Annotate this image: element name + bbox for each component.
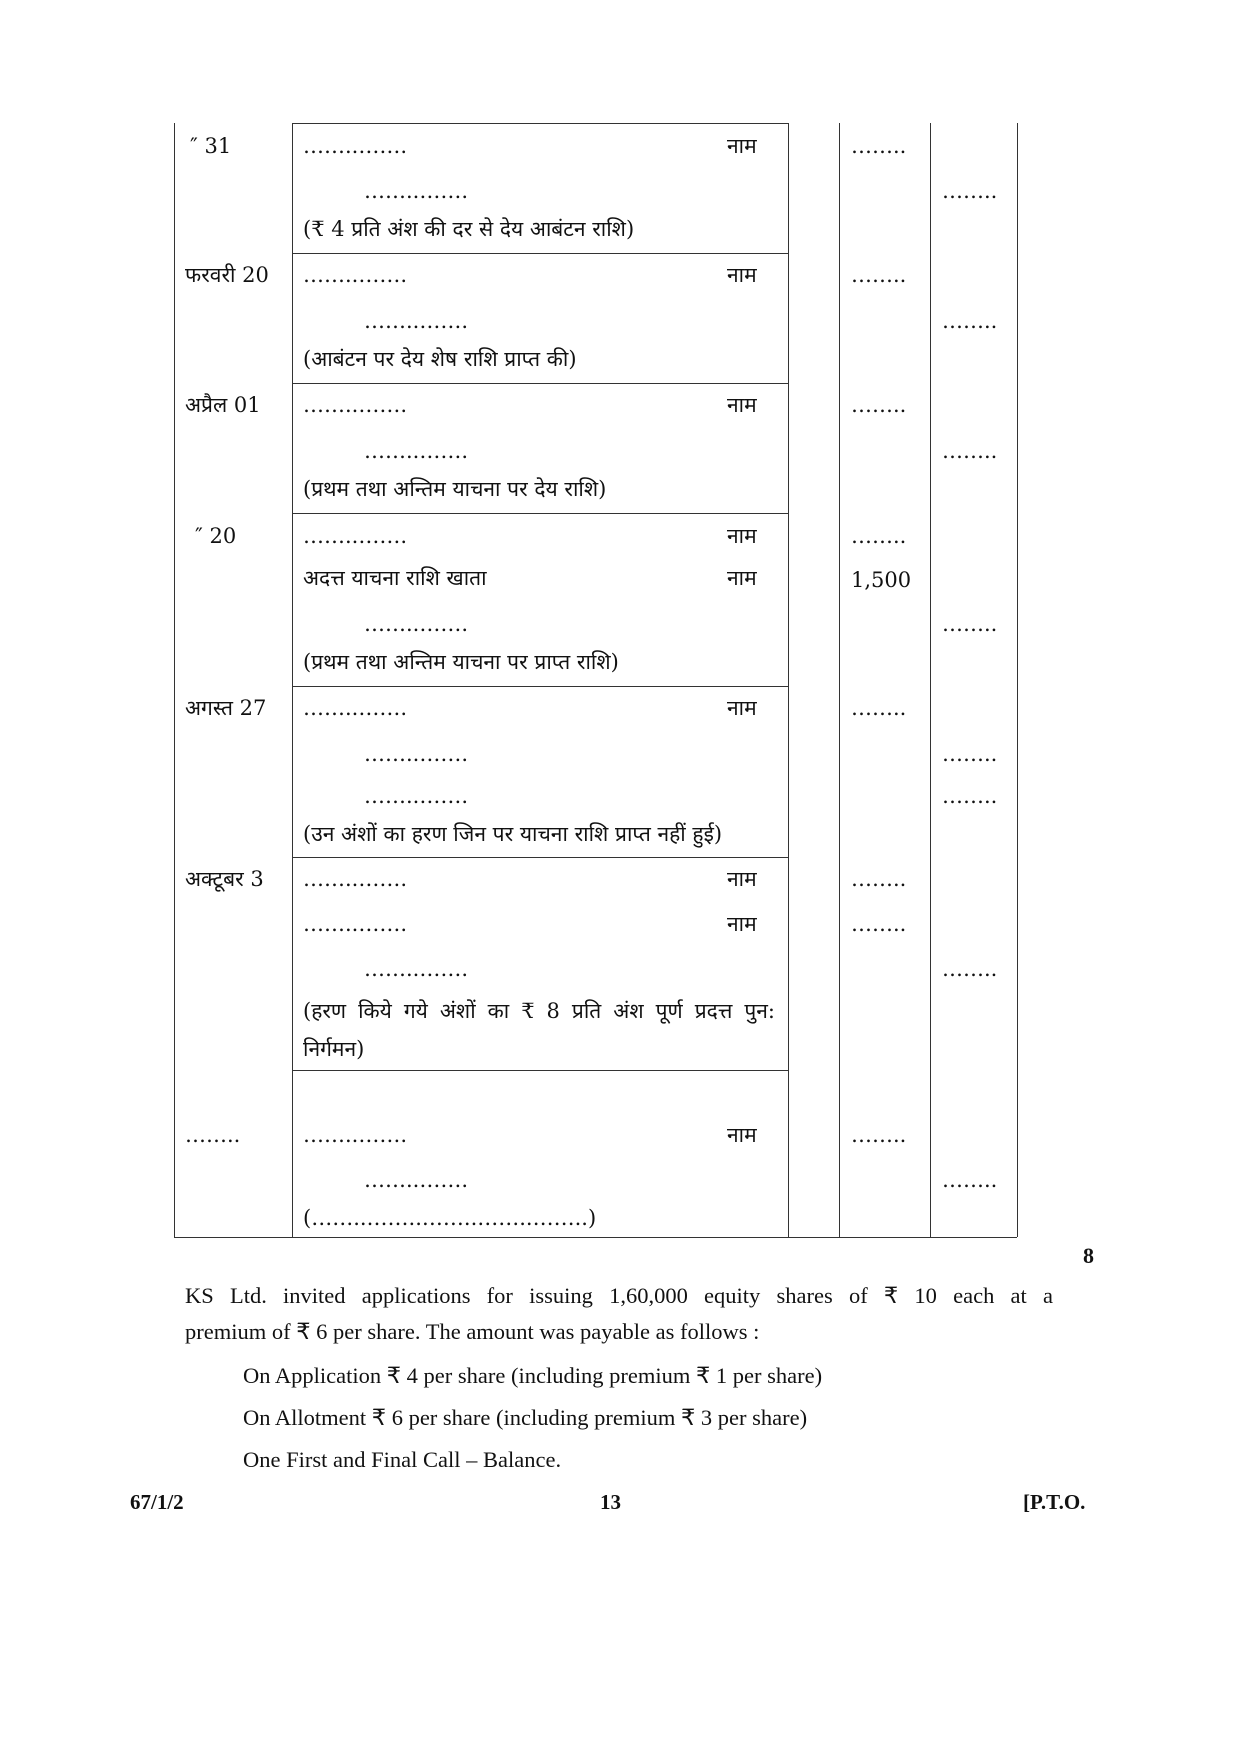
question-line-2: premium of ₹ 6 per share. The amount was payable as follows : — [185, 1319, 760, 1344]
debit-account: ……..……. — [303, 263, 408, 287]
question-line-1: KS Ltd. invited applications for issuing 1,60,000 equity shares of ₹ 10 each at a — [185, 1283, 1053, 1308]
narration: (हरण किये गये अंशों का ₹ 8 प्रति अंश पूर्ण प्रदत्त पुन: — [303, 999, 775, 1023]
narration: (उन अंशों का हरण जिन पर याचना राशि प्राप्त नहीं हुई) — [303, 822, 723, 846]
dr-label: नाम — [727, 524, 757, 548]
entry-date: …….. — [185, 1123, 241, 1147]
table-bottom-rule — [174, 1237, 1017, 1238]
entry-separator — [292, 513, 788, 514]
narration: (आबंटन पर देय शेष राशि प्राप्त की) — [303, 347, 577, 371]
credit-amount: …….. — [942, 309, 998, 333]
entry-date: अप्रैल 01 — [185, 393, 261, 417]
credit-amount: …….. — [942, 742, 998, 766]
dr-label: नाम — [727, 263, 757, 287]
debit-amount: …….. — [851, 524, 907, 548]
credit-amount: …….. — [942, 1168, 998, 1192]
debit-account: ……..……. — [303, 393, 408, 417]
dr-label: नाम — [727, 696, 757, 720]
dr-label: नाम — [727, 912, 757, 936]
entry-date: ″ 31 — [190, 134, 232, 158]
particulars-top-rule — [292, 123, 788, 124]
entry-date: फरवरी 20 — [185, 263, 269, 287]
question-marks: 8 — [1083, 1243, 1094, 1268]
credit-account: ……..……. — [364, 957, 469, 981]
narration: (₹ 4 प्रति अंश की दर से देय आबंटन राशि) — [303, 217, 635, 241]
debit-amount: …….. — [851, 696, 907, 720]
credit-amount: …….. — [942, 179, 998, 203]
dr-label: नाम — [727, 134, 757, 158]
entry-separator — [292, 1070, 788, 1071]
narration: (……..……..……..……..……..) — [303, 1206, 597, 1230]
debit-account: ……..……. — [303, 867, 408, 891]
particulars-right-border — [788, 123, 789, 1237]
debit-account: ……..……. — [303, 912, 408, 936]
narration-continued: निर्गमन) — [303, 1037, 365, 1061]
payment-schedule-item: One First and Final Call – Balance. — [243, 1447, 562, 1472]
payment-schedule-item: On Allotment ₹ 6 per share (including premium ₹ 3 per share) — [243, 1405, 808, 1430]
credit-account: ……..……. — [364, 612, 469, 636]
entry-date: अगस्त 27 — [185, 696, 267, 720]
narration: (प्रथम तथा अन्तिम याचना पर देय राशि) — [303, 477, 607, 501]
credit-account: ……..……. — [364, 439, 469, 463]
narration: (प्रथम तथा अन्तिम याचना पर प्राप्त राशि) — [303, 650, 619, 674]
debit-account: अदत्त याचना राशि खाता — [303, 566, 487, 590]
payment-schedule-item: On Application ₹ 4 per share (including premium ₹ 1 per share) — [243, 1363, 823, 1388]
entry-separator — [292, 857, 788, 858]
debit-amount: …….. — [851, 867, 907, 891]
debit-account: ……..……. — [303, 134, 408, 158]
credit-account: ……..……. — [364, 1168, 469, 1192]
credit-account: ……..……. — [364, 309, 469, 333]
credit-amount: …….. — [942, 439, 998, 463]
pto-marker: [P.T.O. — [1023, 1490, 1086, 1514]
lf-right-border — [839, 123, 840, 1237]
entry-separator — [292, 253, 788, 254]
credit-amount: …….. — [942, 957, 998, 981]
credit-account: ……..……. — [364, 179, 469, 203]
dr-label: नाम — [727, 393, 757, 417]
debit-amount: …….. — [851, 393, 907, 417]
table-left-border — [174, 123, 175, 1237]
entry-separator — [292, 686, 788, 687]
debit-amount: …….. — [851, 263, 907, 287]
dr-label: नाम — [727, 867, 757, 891]
dr-label: नाम — [727, 1123, 757, 1147]
credit-right-border — [1017, 123, 1018, 1237]
credit-amount: …….. — [942, 612, 998, 636]
entry-date: अक्टूबर 3 — [185, 867, 264, 891]
credit-amount: …….. — [942, 784, 998, 808]
dr-label: नाम — [727, 566, 757, 590]
credit-account: ……..……. — [364, 784, 469, 808]
debit-right-border — [930, 123, 931, 1237]
debit-account: ……..……. — [303, 1123, 408, 1147]
entry-separator — [292, 383, 788, 384]
entry-date: ″ 20 — [195, 524, 237, 548]
paper-code: 67/1/2 — [130, 1490, 184, 1514]
debit-amount: 1,500 — [851, 568, 912, 592]
debit-account: ……..……. — [303, 524, 408, 548]
page-number: 13 — [600, 1490, 621, 1514]
debit-amount: …….. — [851, 134, 907, 158]
credit-account: ……..……. — [364, 742, 469, 766]
debit-account: ……..……. — [303, 696, 408, 720]
debit-amount: …….. — [851, 912, 907, 936]
debit-amount: …….. — [851, 1123, 907, 1147]
